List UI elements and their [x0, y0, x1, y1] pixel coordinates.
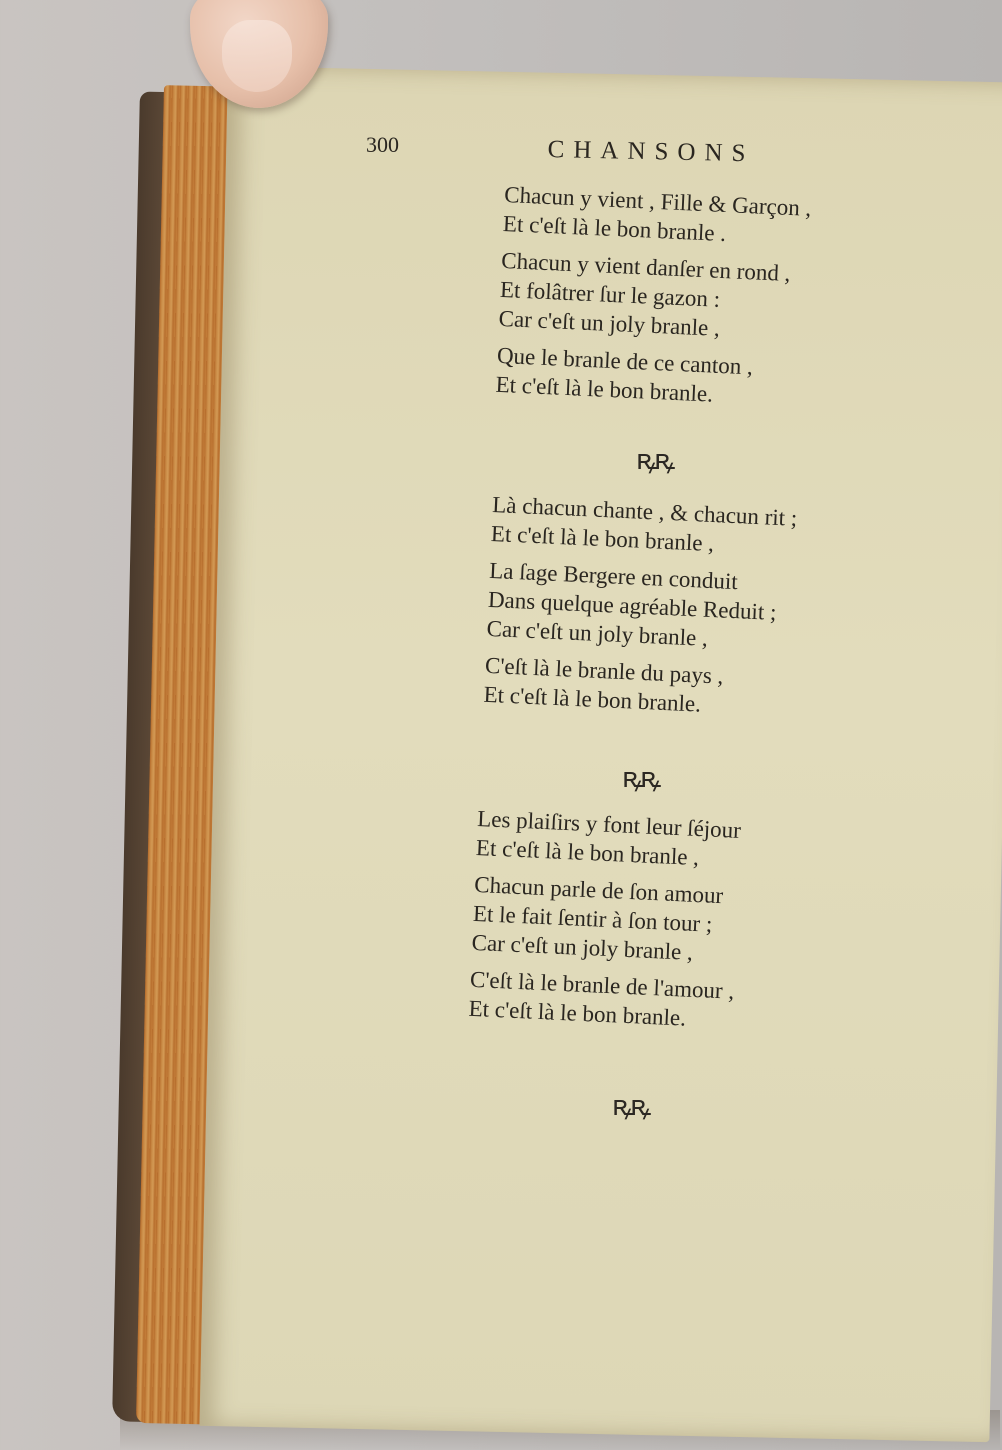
verse-line: Les plaiſirs y font leur ſéjour [476, 805, 742, 843]
stanza-1-2 [498, 246, 809, 347]
verse-line: Car c'eſt un joly branle , [498, 305, 721, 341]
stanza-3-3 [468, 965, 735, 1035]
verse-line: Chacun y vient , Fille & Garçon , [503, 181, 812, 221]
verse-line: Dans quelque agréable Reduit ; [487, 586, 777, 625]
verse-line: Chacun y vient danſer en rond , [500, 247, 791, 287]
stanza-3-1 [475, 804, 742, 874]
verse-line: Car c'eſt un joly branle , [471, 929, 694, 965]
verse-2 [483, 490, 798, 731]
verse-line: La ſage Bergere en conduit [488, 557, 739, 595]
verse-line: Chacun parle de ſon amour [473, 871, 724, 909]
verse-line: Et c'eſt là le bon branle. [495, 371, 714, 407]
verse-line: Et c'eſt là le bon branle. [468, 995, 687, 1031]
stanza-2-1 [490, 490, 798, 562]
verse-line: Que le branle de ce canton , [496, 342, 754, 380]
verse-line: Car c'eſt un joly branle , [486, 615, 709, 651]
stanza-2-2 [486, 556, 795, 657]
verse-line: Et folâtrer ſur le gazon : [499, 276, 721, 312]
verse-line: Et c'eſt là le bon branle . [502, 210, 727, 247]
stanza-1-3 [495, 341, 805, 413]
stanza-1-1 [502, 180, 812, 252]
running-title: CHANSONS [547, 136, 755, 168]
verse-line: C'eſt là le branle du pays , [484, 652, 724, 689]
verse-line: Et c'eſt là le bon branle , [490, 520, 715, 557]
stanza-2-3 [483, 651, 791, 723]
verse-3 [468, 804, 742, 1043]
verse-line: Là chacun chante , & chacun rit ; [491, 491, 798, 531]
ornament-1: ꝶꝶ [636, 443, 673, 476]
page-number: 300 [366, 132, 399, 157]
verse-line: Et c'eſt là le bon branle. [483, 681, 702, 717]
ornament-2: ꝶꝶ [622, 761, 659, 794]
ornament-3: ꝶꝶ [612, 1089, 649, 1122]
verse-line: Et le fait ſentir à ſon tour ; [472, 900, 713, 937]
verse-line: Et c'eſt là le bon branle , [475, 834, 700, 871]
verse-line: C'eſt là le branle de l'amour , [469, 966, 735, 1004]
verse-1 [495, 180, 812, 421]
stanza-3-2 [471, 870, 739, 969]
